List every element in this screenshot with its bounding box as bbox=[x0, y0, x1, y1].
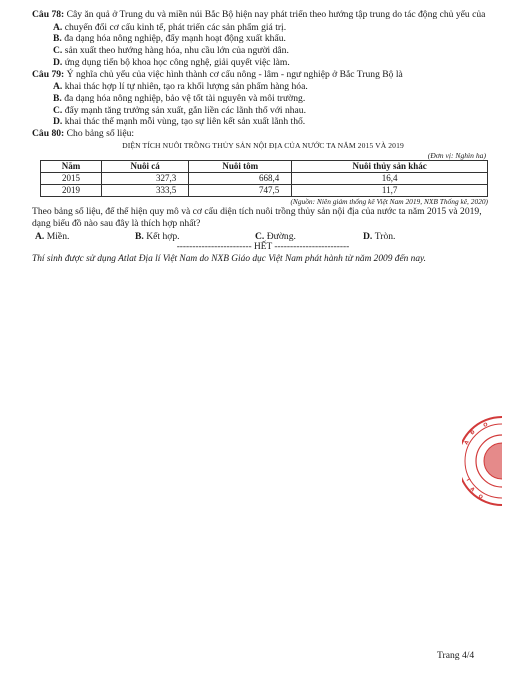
page-footer: Trang 4/4 bbox=[437, 650, 475, 661]
svg-text:O: O bbox=[477, 493, 484, 501]
table-cell: 16,4 bbox=[292, 173, 488, 185]
data-table bbox=[40, 160, 488, 197]
option-c: C. đẩy mạnh tăng trưởng sản xuất, gắn liền các lãnh thổ với nhau. bbox=[53, 104, 307, 116]
exam-content bbox=[32, 9, 494, 265]
option-a: A. chuyển đổi cơ cấu kinh tế, phát triển các sản phẩm giá trị. bbox=[53, 21, 287, 33]
svg-text:Ạ: Ạ bbox=[468, 486, 476, 494]
table-cell: 668,4 bbox=[189, 173, 292, 185]
table-header-row bbox=[41, 161, 488, 173]
header-year: Năm bbox=[41, 161, 102, 173]
option-d: D. Tròn. bbox=[363, 230, 396, 242]
question-78 bbox=[32, 9, 494, 21]
option-a: A. khai thác hợp lí tự nhiên, tạo ra khối lượng sản phẩm hàng hóa. bbox=[53, 81, 308, 93]
table-unit: (Đơn vị: Nghìn ha) bbox=[427, 150, 486, 160]
question-stem: Cây ăn quả ở Trung du và miền núi Bắc Bộ hiện nay phát triển theo hướng tập trung do tác động chủ yếu của bbox=[64, 9, 486, 20]
svg-text:À: À bbox=[463, 439, 471, 446]
option-d: D. ứng dụng tiến bộ khoa học công nghệ, giải quyết việc làm. bbox=[53, 56, 290, 68]
table-source: (Nguồn: Niên giám thống kê Việt Nam 2019, NXB Thống kê, 2020) bbox=[290, 197, 488, 207]
table-cell: 333,5 bbox=[102, 185, 189, 197]
table-cell: 2015 bbox=[41, 173, 102, 185]
svg-text:O: O bbox=[482, 421, 489, 429]
table-cell: 327,3 bbox=[102, 173, 189, 185]
option-b: B. Kết hợp. bbox=[135, 230, 180, 242]
question-79 bbox=[32, 69, 494, 81]
option-b: B. đa dạng hóa nông nghiệp, bảo vệ tốt tài nguyên và môi trường. bbox=[53, 92, 306, 104]
question-stem: Ý nghĩa chủ yếu của việc hình thành cơ cấu nông - lâm - ngư nghiệp ở Bắc Trung Bộ là bbox=[64, 68, 403, 80]
exam-note: Thí sinh được sử dụng Atlat Địa lí Việt Nam do NXB Giáo dục Việt Nam phát hành từ năm 2009 đến nay. bbox=[32, 253, 427, 264]
option-a: A. Miền. bbox=[35, 230, 70, 242]
question-80 bbox=[32, 128, 494, 140]
option-c: C. sản xuất theo hướng hàng hóa, nhu cầu lớn của người dân. bbox=[53, 45, 289, 57]
question-number: Câu 80: bbox=[32, 128, 65, 140]
question-number: Câu 78: bbox=[32, 9, 65, 20]
question-number: Câu 79: bbox=[32, 68, 65, 80]
table-row bbox=[41, 185, 488, 197]
option-c: C. Đường. bbox=[255, 230, 296, 242]
header-other: Nuôi thủy sản khác bbox=[292, 161, 488, 173]
red-seal-stamp bbox=[462, 415, 502, 507]
svg-text:Đ: Đ bbox=[469, 429, 477, 437]
option-b: B. đa dạng hóa nông nghiệp, đẩy mạnh hoạt động xuất khẩu. bbox=[53, 33, 286, 45]
question-stem: Cho bảng số liệu: bbox=[64, 128, 135, 140]
table-title: DIỆN TÍCH NUÔI TRỒNG THỦY SẢN NỘI ĐỊA CỦA NƯỚC TA NĂM 2015 VÀ 2019 bbox=[122, 140, 404, 150]
table-cell: 2019 bbox=[41, 185, 102, 197]
table-cell: 747,5 bbox=[189, 185, 292, 197]
svg-text:T: T bbox=[464, 477, 472, 483]
answer-options bbox=[35, 231, 494, 243]
table-cell: 11,7 bbox=[292, 185, 488, 197]
header-fish: Nuôi cá bbox=[102, 161, 189, 173]
question-80-prompt: Theo bảng số liệu, để thể hiện quy mô và cơ cấu diện tích nuôi trồng thủy sản nội địa của nước ta năm 2015 và 2019, dạng biểu đồ nào sau đây là thích hợp nhất? bbox=[32, 206, 482, 229]
end-marker: ------------------------ HẾT ------------------------ bbox=[176, 242, 350, 253]
option-d: D. khai thác thế mạnh mỗi vùng, tạo sự liên kết sản xuất lãnh thổ. bbox=[53, 116, 306, 128]
header-shrimp: Nuôi tôm bbox=[189, 161, 292, 173]
table-row bbox=[41, 173, 488, 185]
